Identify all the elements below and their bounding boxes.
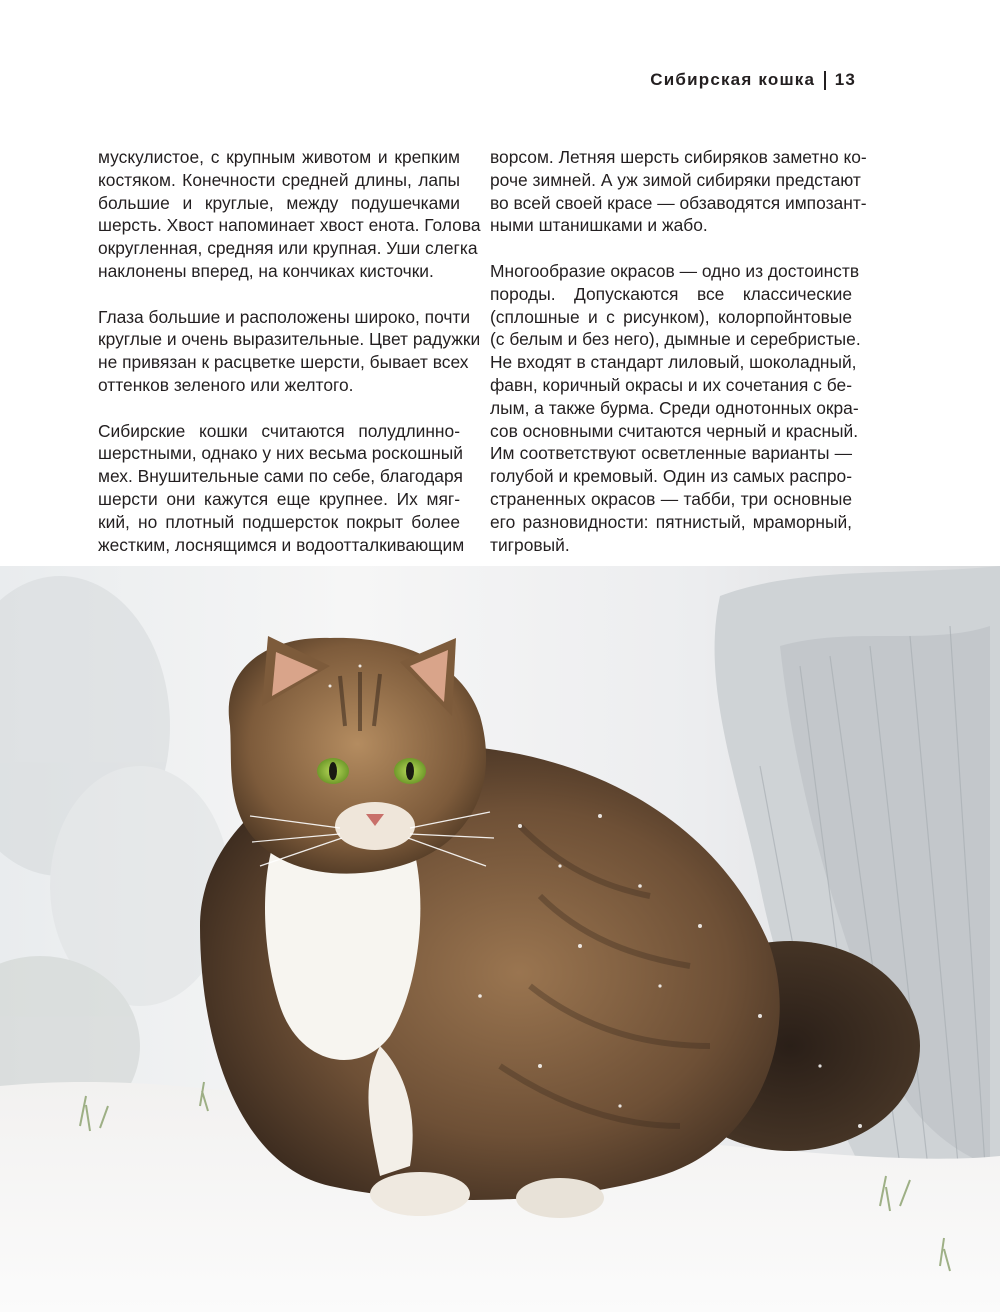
text-line: ными штанишками и жабо. <box>490 215 708 236</box>
text-line: мускулистое, с крупным животом и крепким <box>98 147 460 167</box>
text-line: жестким, лоснящимся и водоотталкивающим <box>98 534 465 555</box>
text-line: Сибирские кошки считаются полудлинно- <box>98 420 460 441</box>
cat-photo <box>0 566 1000 1312</box>
text-line: шерсть. Хвост напоминает хвост енота. Голова <box>98 215 481 236</box>
text-line: Глаза большие и расположены широко, почти <box>98 306 471 327</box>
text-line: кий, но плотный подшерсток покрыт более <box>98 511 460 532</box>
text-line: оттенков зеленого или желтого. <box>98 374 354 395</box>
text-line: круглые и очень выразительные. Цвет радужки <box>98 329 481 350</box>
paragraph <box>98 306 481 397</box>
paragraph <box>98 146 481 283</box>
text-line: во всей своей красе — обзаводятся импозант- <box>490 192 867 213</box>
text-line: лым, а также бурма. Среди однотонных окра- <box>490 397 859 418</box>
text-line: страненных окрасов — табби, три основные <box>490 488 852 509</box>
text-line: тигровый. <box>490 534 570 555</box>
text-line: не привязан к расцветке шерсти, бывает всех <box>98 352 469 373</box>
text-line: (сплошные и с рисунком), колорпойнтовые <box>490 306 852 327</box>
cat-photo-illustration <box>0 566 1000 1312</box>
text-line: наклонены вперед, на кончиках кисточки. <box>98 260 434 281</box>
text-line: Им соответствуют осветленные варианты — <box>490 443 852 464</box>
text-line: Не входят в стандарт лиловый, шоколадный, <box>490 352 857 373</box>
running-head <box>650 70 856 90</box>
text-line: его разновидности: пятнистый, мраморный, <box>490 511 852 532</box>
text-line: ворсом. Летняя шерсть сибиряков заметно ко- <box>490 147 867 167</box>
text-line: шерстными, однако у них весьма роскошный <box>98 443 463 464</box>
page-number: 13 <box>834 70 856 89</box>
text-line: (с белым и без него), дымные и серебристые. <box>490 329 861 350</box>
paragraph <box>490 260 861 556</box>
right-text-column <box>490 146 867 579</box>
text-line: Многообразие окрасов — одно из достоинств <box>490 260 860 281</box>
text-line: роче зимней. А уж зимой сибиряки предстают <box>490 169 861 190</box>
text-line: округленная, средняя или крупная. Уши слегка <box>98 238 478 259</box>
text-line: шерсти они кажутся еще крупнее. Их мяг- <box>98 488 460 509</box>
left-text-column <box>98 146 481 579</box>
header-divider <box>824 71 826 90</box>
text-line: сов основными считаются черный и красный. <box>490 420 859 441</box>
cat-front-paw <box>370 1172 470 1216</box>
text-line: породы. Допускаются все классические <box>490 283 852 304</box>
text-line: костяком. Конечности средней длины, лапы <box>98 169 460 190</box>
section-title: Сибирская кошка <box>650 70 816 89</box>
text-line: большие и круглые, между подушечками <box>98 192 460 213</box>
paragraph <box>490 146 867 237</box>
paragraph <box>98 420 465 557</box>
text-line: фавн, коричный окрасы и их сочетания с бе- <box>490 374 852 395</box>
text-line: голубой и кремовый. Один из самых распро- <box>490 466 852 487</box>
text-line: мех. Внушительные сами по себе, благодаря <box>98 466 463 487</box>
cat-front-paw <box>516 1178 604 1218</box>
